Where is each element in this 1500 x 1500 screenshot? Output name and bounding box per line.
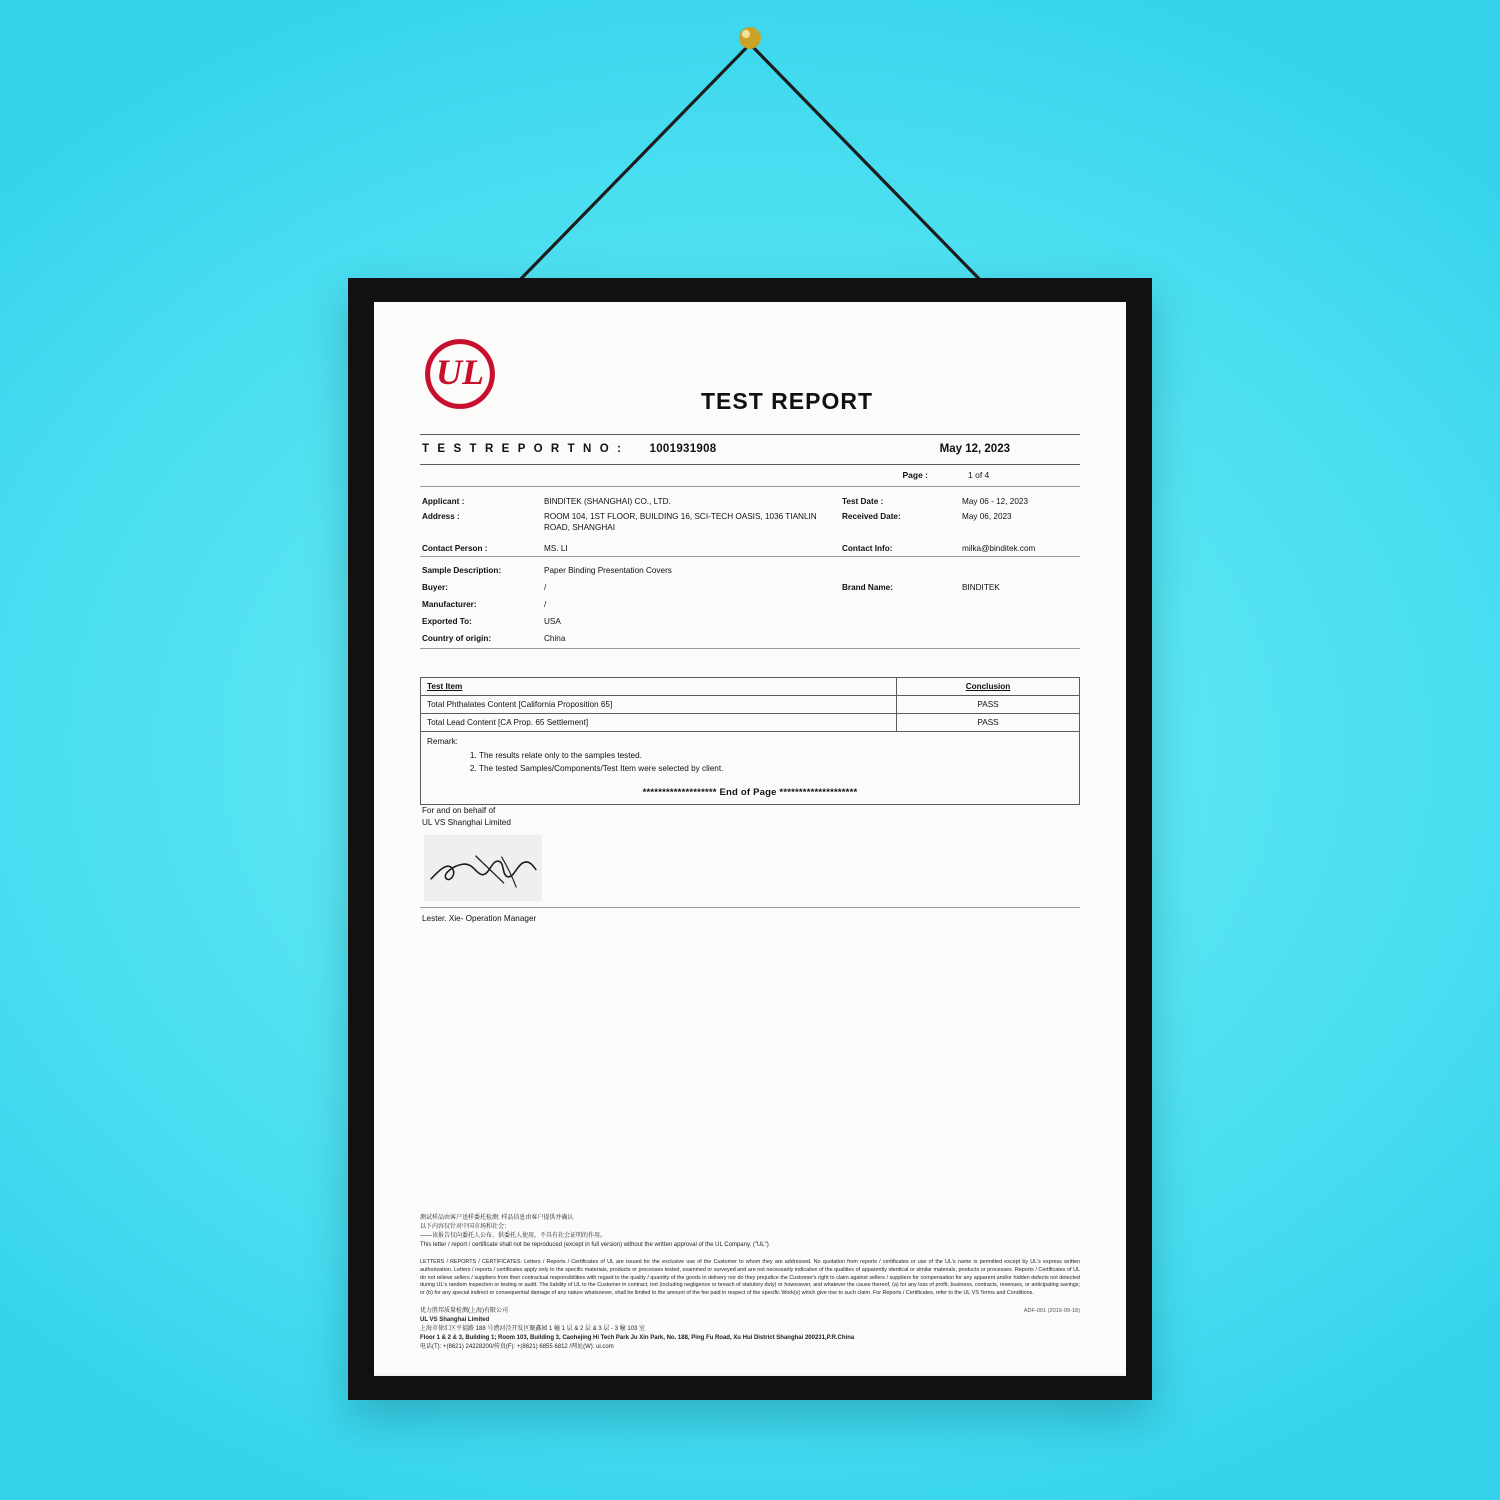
sample-info-block bbox=[420, 557, 1080, 647]
brand-name-value: BINDITEK bbox=[962, 583, 1000, 593]
contact-person-label: Contact Person : bbox=[422, 544, 488, 554]
list-item: 1. The results relate only to the samples tested. bbox=[479, 749, 1073, 762]
country-of-origin-row bbox=[420, 630, 1080, 647]
remark-list bbox=[427, 749, 1073, 775]
applicant-info-block bbox=[420, 487, 1080, 556]
behalf-line-2: UL VS Shanghai Limited bbox=[422, 817, 511, 827]
footer-chinese-notes bbox=[420, 1214, 1080, 1250]
buyer-row bbox=[420, 579, 1080, 596]
exported-to-value: USA bbox=[544, 617, 561, 627]
received-date-value: May 06, 2023 bbox=[962, 512, 1012, 522]
test-report-document bbox=[374, 302, 1126, 1374]
country-of-origin-value: China bbox=[544, 634, 566, 644]
manufacturer-value: / bbox=[544, 600, 547, 610]
footer-en-line: This letter / report / certificate shall not be reproduced (except in full version) without the written approval of the UL Company. ("UL") bbox=[420, 1241, 769, 1248]
buyer-value: / bbox=[544, 583, 547, 593]
page-title: TEST REPORT bbox=[700, 388, 873, 414]
page-value: 1 of 4 bbox=[968, 469, 990, 480]
signature-area bbox=[420, 831, 1080, 908]
manufacturer-row bbox=[420, 596, 1080, 613]
remark-label: Remark: bbox=[427, 736, 458, 746]
applicant-row bbox=[420, 494, 1080, 509]
report-number-row bbox=[420, 435, 1080, 464]
report-number-label: T E S T R E P O R T N O : bbox=[422, 443, 624, 455]
address-value: ROOM 104, 1ST FLOOR, BUILDING 16, SCI-TECH OASIS, 1036 TIANLIN ROAD, SHANGHAI bbox=[544, 512, 817, 533]
signature-mark bbox=[426, 845, 540, 895]
picture-frame bbox=[348, 278, 1152, 1400]
document-header bbox=[420, 328, 1080, 434]
signer-name: Lester. Xie- Operation Manager bbox=[422, 913, 537, 923]
col-header-test-item: Test Item bbox=[427, 681, 463, 691]
brand-name-label: Brand Name: bbox=[842, 583, 893, 593]
exported-to-label: Exported To: bbox=[422, 617, 472, 627]
col-header-conclusion: Conclusion bbox=[965, 681, 1011, 691]
contact-person-value: MS. LI bbox=[544, 544, 568, 554]
test-item-value: Total Lead Content [CA Prop. 65 Settlement] bbox=[421, 714, 897, 731]
page-number-row bbox=[420, 465, 1080, 486]
footer-company-cn: 优力胜邦质量检测(上海)有限公司 bbox=[420, 1308, 508, 1314]
sample-description-value: Paper Binding Presentation Covers bbox=[544, 566, 672, 576]
footer-address-en: Floor 1 & 2 & 3, Building 1; Room 103, Building 3, Caohejing Hi Tech Park Ju Xin Park, No. 188, Ping Fu Road, Xu Hui District Shanghai 200231,P.R.China bbox=[420, 1335, 855, 1341]
results-table-header bbox=[421, 678, 1079, 696]
contact-info-value: milka@binditek.com bbox=[962, 544, 1036, 554]
test-date-value: May 06 - 12, 2023 bbox=[962, 496, 1028, 506]
list-item: 2. The tested Samples/Components/Test Item were selected by client. bbox=[479, 762, 1073, 775]
document-footer bbox=[420, 1214, 1080, 1352]
buyer-label: Buyer: bbox=[422, 583, 448, 593]
behalf-block bbox=[420, 805, 1080, 829]
sample-description-label: Sample Description: bbox=[422, 566, 502, 576]
applicant-label: Applicant : bbox=[422, 496, 465, 506]
behalf-line-1: For and on behalf of bbox=[422, 805, 496, 815]
results-table bbox=[420, 677, 1080, 805]
contact-row bbox=[420, 541, 1080, 556]
test-date-label: Test Date : bbox=[842, 496, 884, 506]
end-of-page-marker: ******************* End of Page ******************** bbox=[642, 786, 858, 798]
report-date-value: May 12, 2023 bbox=[939, 443, 1010, 455]
footer-address-cn: 上海市徐汇区平福路 188 号漕河泾开发区聚鑫园 1 幢 1 层 & 2 层 & 3 层 - 3 幢 103 室 bbox=[420, 1326, 646, 1332]
contact-info-label: Contact Info: bbox=[842, 544, 893, 554]
page-label: Page : bbox=[902, 469, 928, 480]
sample-divider bbox=[420, 648, 1080, 649]
address-row bbox=[420, 509, 1080, 535]
footer-address-block bbox=[420, 1307, 1080, 1352]
received-date-label: Received Date: bbox=[842, 512, 901, 522]
table-row bbox=[421, 714, 1079, 732]
footer-doc-code: ADF-001 (2016-09-18) bbox=[1023, 1308, 1080, 1314]
address-label: Address : bbox=[422, 512, 460, 522]
table-row bbox=[421, 696, 1079, 714]
sample-description-row bbox=[420, 562, 1080, 579]
exported-to-row bbox=[420, 613, 1080, 630]
report-number-value: 1001931908 bbox=[649, 443, 717, 455]
country-of-origin-label: Country of origin: bbox=[422, 634, 492, 644]
test-item-value: Total Phthalates Content [California Proposition 65] bbox=[421, 696, 897, 713]
conclusion-value: PASS bbox=[977, 717, 999, 727]
frame-mat bbox=[374, 302, 1126, 1376]
footer-legal-text: LETTERS / REPORTS / CERTIFICATES: Letters / Reports / Certificates of UL are issued for the exclusive use of the Customer to whom they are addressed. No quotation from reports / certificates or use of the UL's name is permitted except by UL's express written authorization. Letters / reports / certificates apply only to the specific materials, products or processes tested, examined or surveyed and are not necessarily indicative of the qualities of apparently identical or similar materials, products or processes. Reports / Certificates of UL do not relieve sellers / suppliers from their contractual responsibilities with regard to the quality / quantity of the goods in delivery nor do they prejudice the Customer's right to claim against sellers / suppliers for compensation for any apparent and/or hidden defects not detected during UL's random inspection or testing or audit. The liability of UL to the Customer in contract, tort (including negligence or breach of statutory duty) or howsoever, and whatever the cause thereof, (a) for any loss of profit, business, contracts, revenues, or anticipating savings; or (b) for any special indirect or consequential damage of any nature whatsoever, shall be limited to the amount of the fee paid in respect of the specific Work(s) which give rise to such claim. For Reports / Certificates, refer to the UL VS Terms and Conditions. bbox=[420, 1258, 1080, 1297]
conclusion-value: PASS bbox=[977, 699, 999, 709]
footer-contact-line: 电话(T): +(8621) 24228200/传真(F): +(8621) 6855 6812 /网址(W): ul.com bbox=[420, 1344, 614, 1350]
applicant-value: BINDITEK (SHANGHAI) CO., LTD. bbox=[544, 496, 671, 506]
footer-company-en: UL VS Shanghai Limited bbox=[420, 1317, 490, 1323]
footer-cn-line-2: 以下内容仅针对中国市场和社会： bbox=[420, 1223, 511, 1230]
footer-cn-line-3: ——该报告仅向委托人公布、供委托人使用，不具有社会证明的作用。 bbox=[420, 1232, 607, 1239]
svg-text:UL: UL bbox=[436, 352, 484, 393]
manufacturer-label: Manufacturer: bbox=[422, 600, 477, 610]
remark-block bbox=[421, 732, 1079, 781]
footer-cn-line-1: 测试样品由客户送样委托检测; 样品信息由客户提供并确认 bbox=[420, 1214, 574, 1221]
